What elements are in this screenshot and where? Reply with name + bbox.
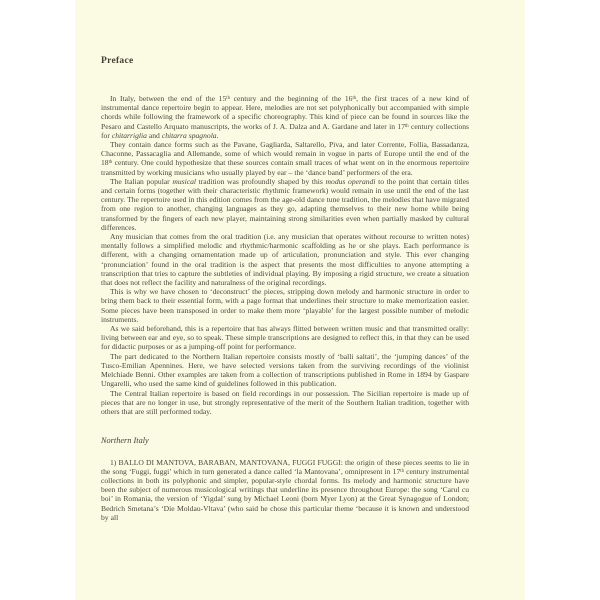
paragraph xyxy=(101,458,469,522)
paragraph xyxy=(101,140,469,177)
text-run: 1) BALLO DI MANTOVA, BARABAN, MANTOVANA, FUGGI FUGGI: the origin of these pieces seems to lie in the song ‘Fuggi, fuggi’ which in turn generated a dance called ‘la Mantovana’, omnipresent in 17 xyxy=(101,457,469,476)
text-run: In Italy, between the end of the 15 xyxy=(110,94,227,103)
text-run: to the point that certain titles and certain forms (together with their characteristic rhythmic framework) would remain in use until the end of the last century. The repertoire used in this edition comes from the age-old dance tune tradition, the melodies that have migrated from one region to another, changing languages as they go, adapting themselves to their new home while being transformed by the fingers of each new player, maintaining strong similarities even when partially masked by cultural differences. xyxy=(101,176,469,232)
paragraph xyxy=(101,94,469,140)
paragraph xyxy=(101,389,469,417)
text-run: century. One could hypothesize that these sources contain small traces of what went on in the enormous repertoire transmitted by working musicians who usually played by ear – the ‘dance band’ performers of the era. xyxy=(101,158,469,177)
italic-text: musical xyxy=(172,176,196,186)
superscript-text: th xyxy=(352,95,357,101)
paragraph xyxy=(101,324,469,352)
page-title: Preface xyxy=(101,56,134,66)
text-run: The part dedicated to the Northern Italian repertoire consists mostly of ‘balli saltati’, the ‘jumping dances’ of the Tusco-Emilian Apennines. Here, we have selected versions taken from the surviving recordings of the violinist Melchiade Benni. Other examples are taken from a collection of transcriptions published in Rome in 1894 by Gaspare Ungarelli, who used the same kind of guidelines followed in this publication. xyxy=(101,351,469,389)
text-run: , the first traces of a new kind of instrumental dance repertoire begin to appear. Here, melodies are not set polyphonically but accompanied with simple chords while following the framework of a specific choreography. This kind of piece can be found in sources like the Pesaro and Castello Arquato manuscripts, the works of J. A. Dalza and A. Gardane and later in 17 xyxy=(101,94,469,131)
book-page xyxy=(75,0,525,600)
section-heading: Northern Italy xyxy=(101,436,149,446)
superscript-text: th xyxy=(226,95,230,101)
text-run: tradition was profoundly shaped by this xyxy=(196,176,326,186)
text-run: This is why we have chosen to ‘deconstruct’ the pieces, stripping down melody and harmonic structure in order to bring them back to their essential form, with a page format that underlines their structure to make memorization easier. Some pieces have been transposed in order to make them more ‘playable’ for the largest possible number of melodic instruments. xyxy=(101,287,469,324)
text-run: . xyxy=(216,130,219,140)
text-run: The Italian popular xyxy=(110,176,173,186)
superscript-text: th xyxy=(108,160,113,166)
preface-paragraphs xyxy=(101,94,469,416)
text-run: century and the beginning of the 16 xyxy=(229,94,353,103)
section-paragraphs xyxy=(101,458,469,522)
text-run: They contain dance forms such as the Pavane, Gagliarda, Saltarello, Piva, and later Corrente, Follia, Bassadanza, Chaconne, Passacaglia and Allemande, some of which would remain in vogue in parts of Europe until the end of the 18 xyxy=(101,140,469,168)
text-run: The Central Italian repertoire is based on field recordings in our possession. The Sicilian repertoire is made up of pieces that are no longer in use, but strongly representative of the merit of the Southern Italian tradition, together with others that are still performed today. xyxy=(101,388,469,416)
italic-text: modus operandi xyxy=(325,176,376,186)
italic-text: chitarriglia xyxy=(111,130,147,140)
text-run: As we said beforehand, this is a repertoire that has always flitted between written music and that transmitted orally: living between ear and eye, so to speak. These simple transcriptions are designed to reflect this, in that they can be used for didactic purposes or as a jumping-off point for performance. xyxy=(101,324,469,352)
text-run: and xyxy=(146,130,162,140)
superscript-text: th xyxy=(400,468,404,474)
text-run: century instrumental collections in both its polyphonic and simpler, popular-style chordal forms. Its melody and harmonic structure have been the subject of numerous musicological writings that underline its presence throughout Europe: the song ‘Carul cu boi’ in Romania, the version of ‘Yigdal’ sung by Michael Leoni (born Myer Lyon) at the Great Synagogue of London; Bedrich Smetana’s ‘Die Moldau-Vltava’ (who said he chose this particular theme ‘because it is known and understood by all xyxy=(101,466,469,522)
text-run: century collections for xyxy=(101,121,469,140)
paragraph xyxy=(101,352,469,389)
paragraph xyxy=(101,287,469,324)
paragraph xyxy=(101,177,469,232)
italic-text: chitarra spagnola xyxy=(161,130,217,140)
superscript-text: th xyxy=(405,123,409,129)
text-run: Any musician that comes from the oral tradition (i.e. any musician that operates without recourse to written notes) mentally follows a simplified melodic and rhythmic/harmonic scaffolding as he or she plays. Each performance is different, with a changing ornamentation made up of articulation, pronunciation and style. This ever changing ‘pronunciation’ found in the oral tradition is the aspect that presents the most difficulties to anyone attempting a transcription that tries to capture the subtleties of individual playing. By imposing a rigid structure, we create a situation that does not reflect the facility and naturalness of the original recordings. xyxy=(101,232,469,288)
paragraph xyxy=(101,232,469,287)
text-column xyxy=(101,0,469,522)
